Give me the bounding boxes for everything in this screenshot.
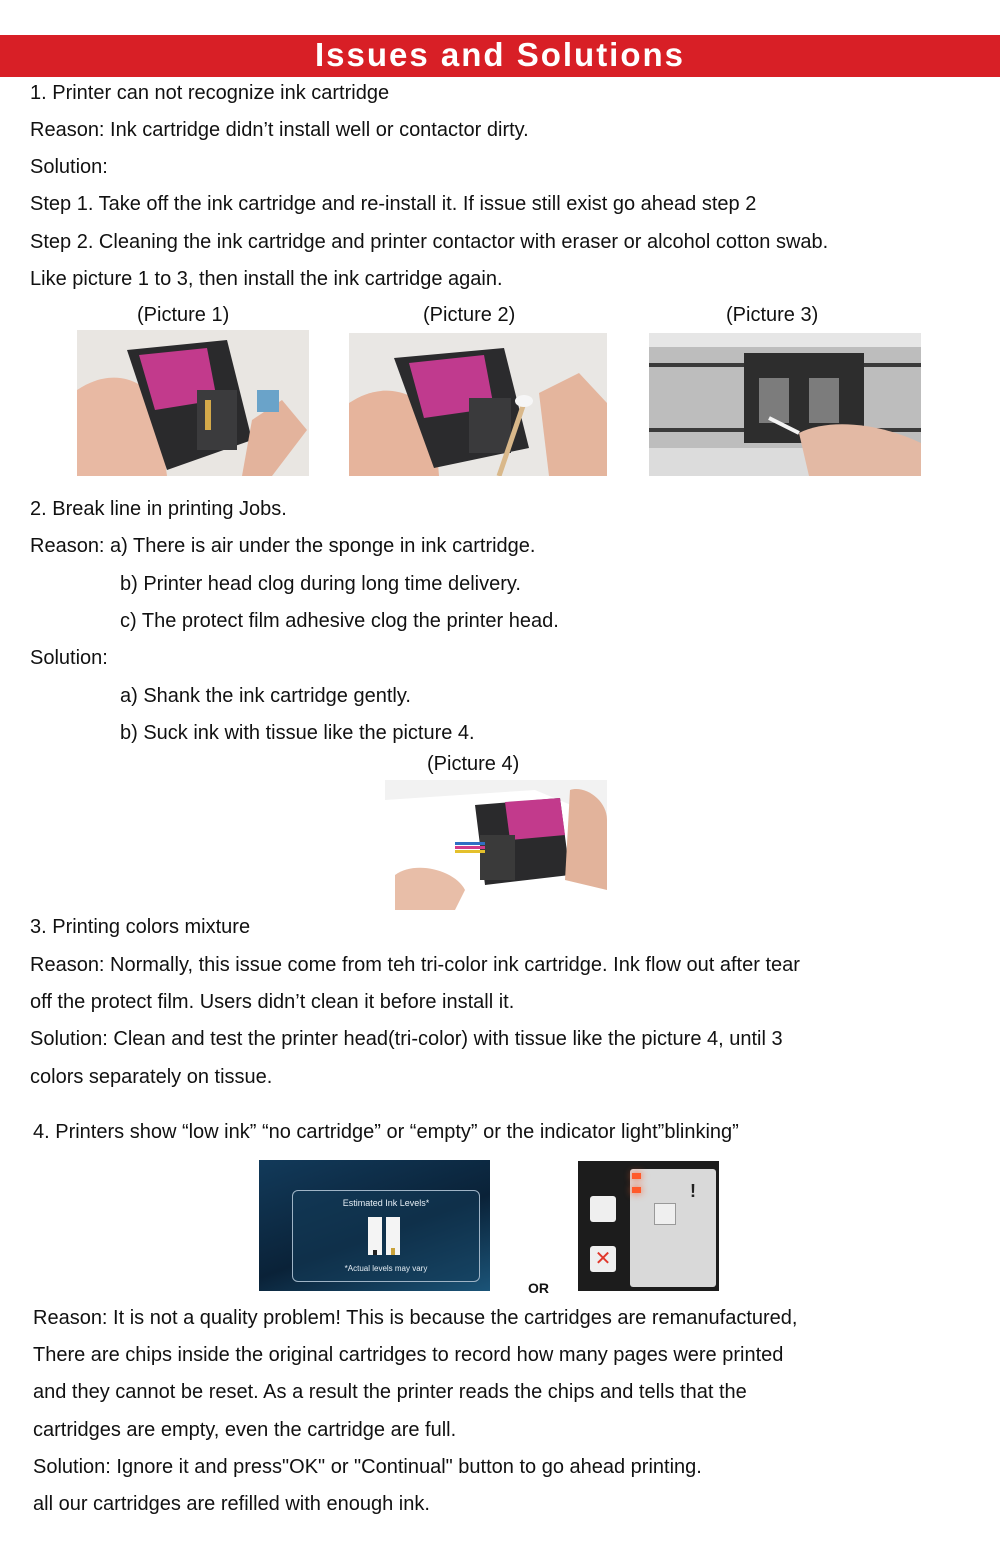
section2-reason-a: Reason: a) There is air under the sponge in ink cartridge. — [30, 535, 536, 557]
ink-level-dialog — [292, 1190, 480, 1282]
section4-solution-line1: Solution: Ignore it and press"OK" or "Continual" button to go ahead printing. — [33, 1456, 702, 1478]
section2-heading: 2. Break line in printing Jobs. — [30, 498, 287, 520]
section1-step2-continued: Like picture 1 to 3, then install the ink cartridge again. — [30, 268, 503, 290]
section1-reason: Reason: Ink cartridge didn’t install well or contactor dirty. — [30, 119, 529, 141]
section4-heading: 4. Printers show “low ink” “no cartridge” or “empty” or the indicator light”blinking” — [33, 1121, 739, 1143]
section4-reason-line4: cartridges are empty, even the cartridge are full. — [33, 1419, 457, 1441]
ink-level-dialog-title: Estimated Ink Levels* — [342, 1198, 430, 1208]
section3-heading: 3. Printing colors mixture — [30, 916, 251, 938]
picture-2-cleaning-with-cotton-swab — [349, 333, 607, 476]
panel-cartridge-icon — [654, 1203, 676, 1225]
panel-surface — [630, 1169, 716, 1287]
section3-reason-line1: Reason: Normally, this issue come from teh tri-color ink cartridge. Ink flow out after tear — [30, 954, 800, 976]
color-ink-level-fill — [391, 1248, 395, 1255]
indicator-light-upper — [632, 1173, 641, 1179]
section4-reason-line3: and they cannot be reset. As a result the printer reads the chips and tells that the — [33, 1381, 747, 1403]
section3-solution-line2: colors separately on tissue. — [30, 1066, 273, 1088]
cartridge-button-icon[interactable] — [590, 1196, 616, 1222]
section3-reason-line2: off the protect film. Users didn’t clean it before install it. — [30, 991, 515, 1013]
picture-1-cleaning-cartridge-with-eraser — [77, 330, 309, 476]
picture-4-blotting-ink-on-tissue — [385, 780, 607, 910]
section2-solution-a: a) Shank the ink cartridge gently. — [120, 685, 411, 707]
caption-picture-4: (Picture 4) — [427, 753, 520, 775]
section1-solution-label: Solution: — [30, 156, 108, 178]
black-ink-level-fill — [373, 1250, 377, 1255]
section1-step2: Step 2. Cleaning the ink cartridge and printer contactor with eraser or alcohol cotton swab. — [30, 231, 829, 253]
section4-solution-line2: all our cartridges are refilled with enough ink. — [33, 1493, 430, 1515]
section2-solution-label: Solution: — [30, 647, 108, 669]
section3-solution-line1: Solution: Clean and test the printer head(tri-color) with tissue like the picture 4, until 3 — [30, 1028, 783, 1050]
color-ink-gauge — [386, 1217, 400, 1255]
or-label: OR — [528, 1280, 549, 1296]
cancel-x-icon[interactable]: ✕ — [590, 1246, 616, 1272]
section4-reason-line2: There are chips inside the original cartridges to record how many pages were printed — [33, 1344, 784, 1366]
ink-level-note: *Actual levels may vary — [344, 1264, 428, 1273]
section2-solution-b: b) Suck ink with tissue like the picture 4. — [120, 722, 475, 744]
section4-reason-line1: Reason: It is not a quality problem! This is because the cartridges are remanufactured, — [33, 1307, 798, 1329]
section1-heading: 1. Printer can not recognize ink cartridge — [30, 82, 390, 104]
section2-reason-b: b) Printer head clog during long time delivery. — [120, 573, 521, 595]
picture-3-cleaning-printer-contactor — [649, 333, 921, 476]
caption-picture-3: (Picture 3) — [726, 304, 819, 326]
caption-picture-2: (Picture 2) — [423, 304, 516, 326]
page-title: Issues and Solutions — [314, 36, 686, 73]
printer-screen-ink-levels — [259, 1160, 490, 1291]
section2-reason-c: c) The protect film adhesive clog the printer head. — [120, 610, 559, 632]
black-ink-gauge — [368, 1217, 382, 1255]
printer-control-panel-blinking — [578, 1161, 719, 1291]
warning-exclamation-icon: ! — [690, 1181, 696, 1201]
indicator-light-lower — [632, 1187, 641, 1193]
caption-picture-1: (Picture 1) — [137, 304, 230, 326]
section1-step1: Step 1. Take off the ink cartridge and re-install it. If issue still exist go ahead step 2 — [30, 193, 757, 215]
